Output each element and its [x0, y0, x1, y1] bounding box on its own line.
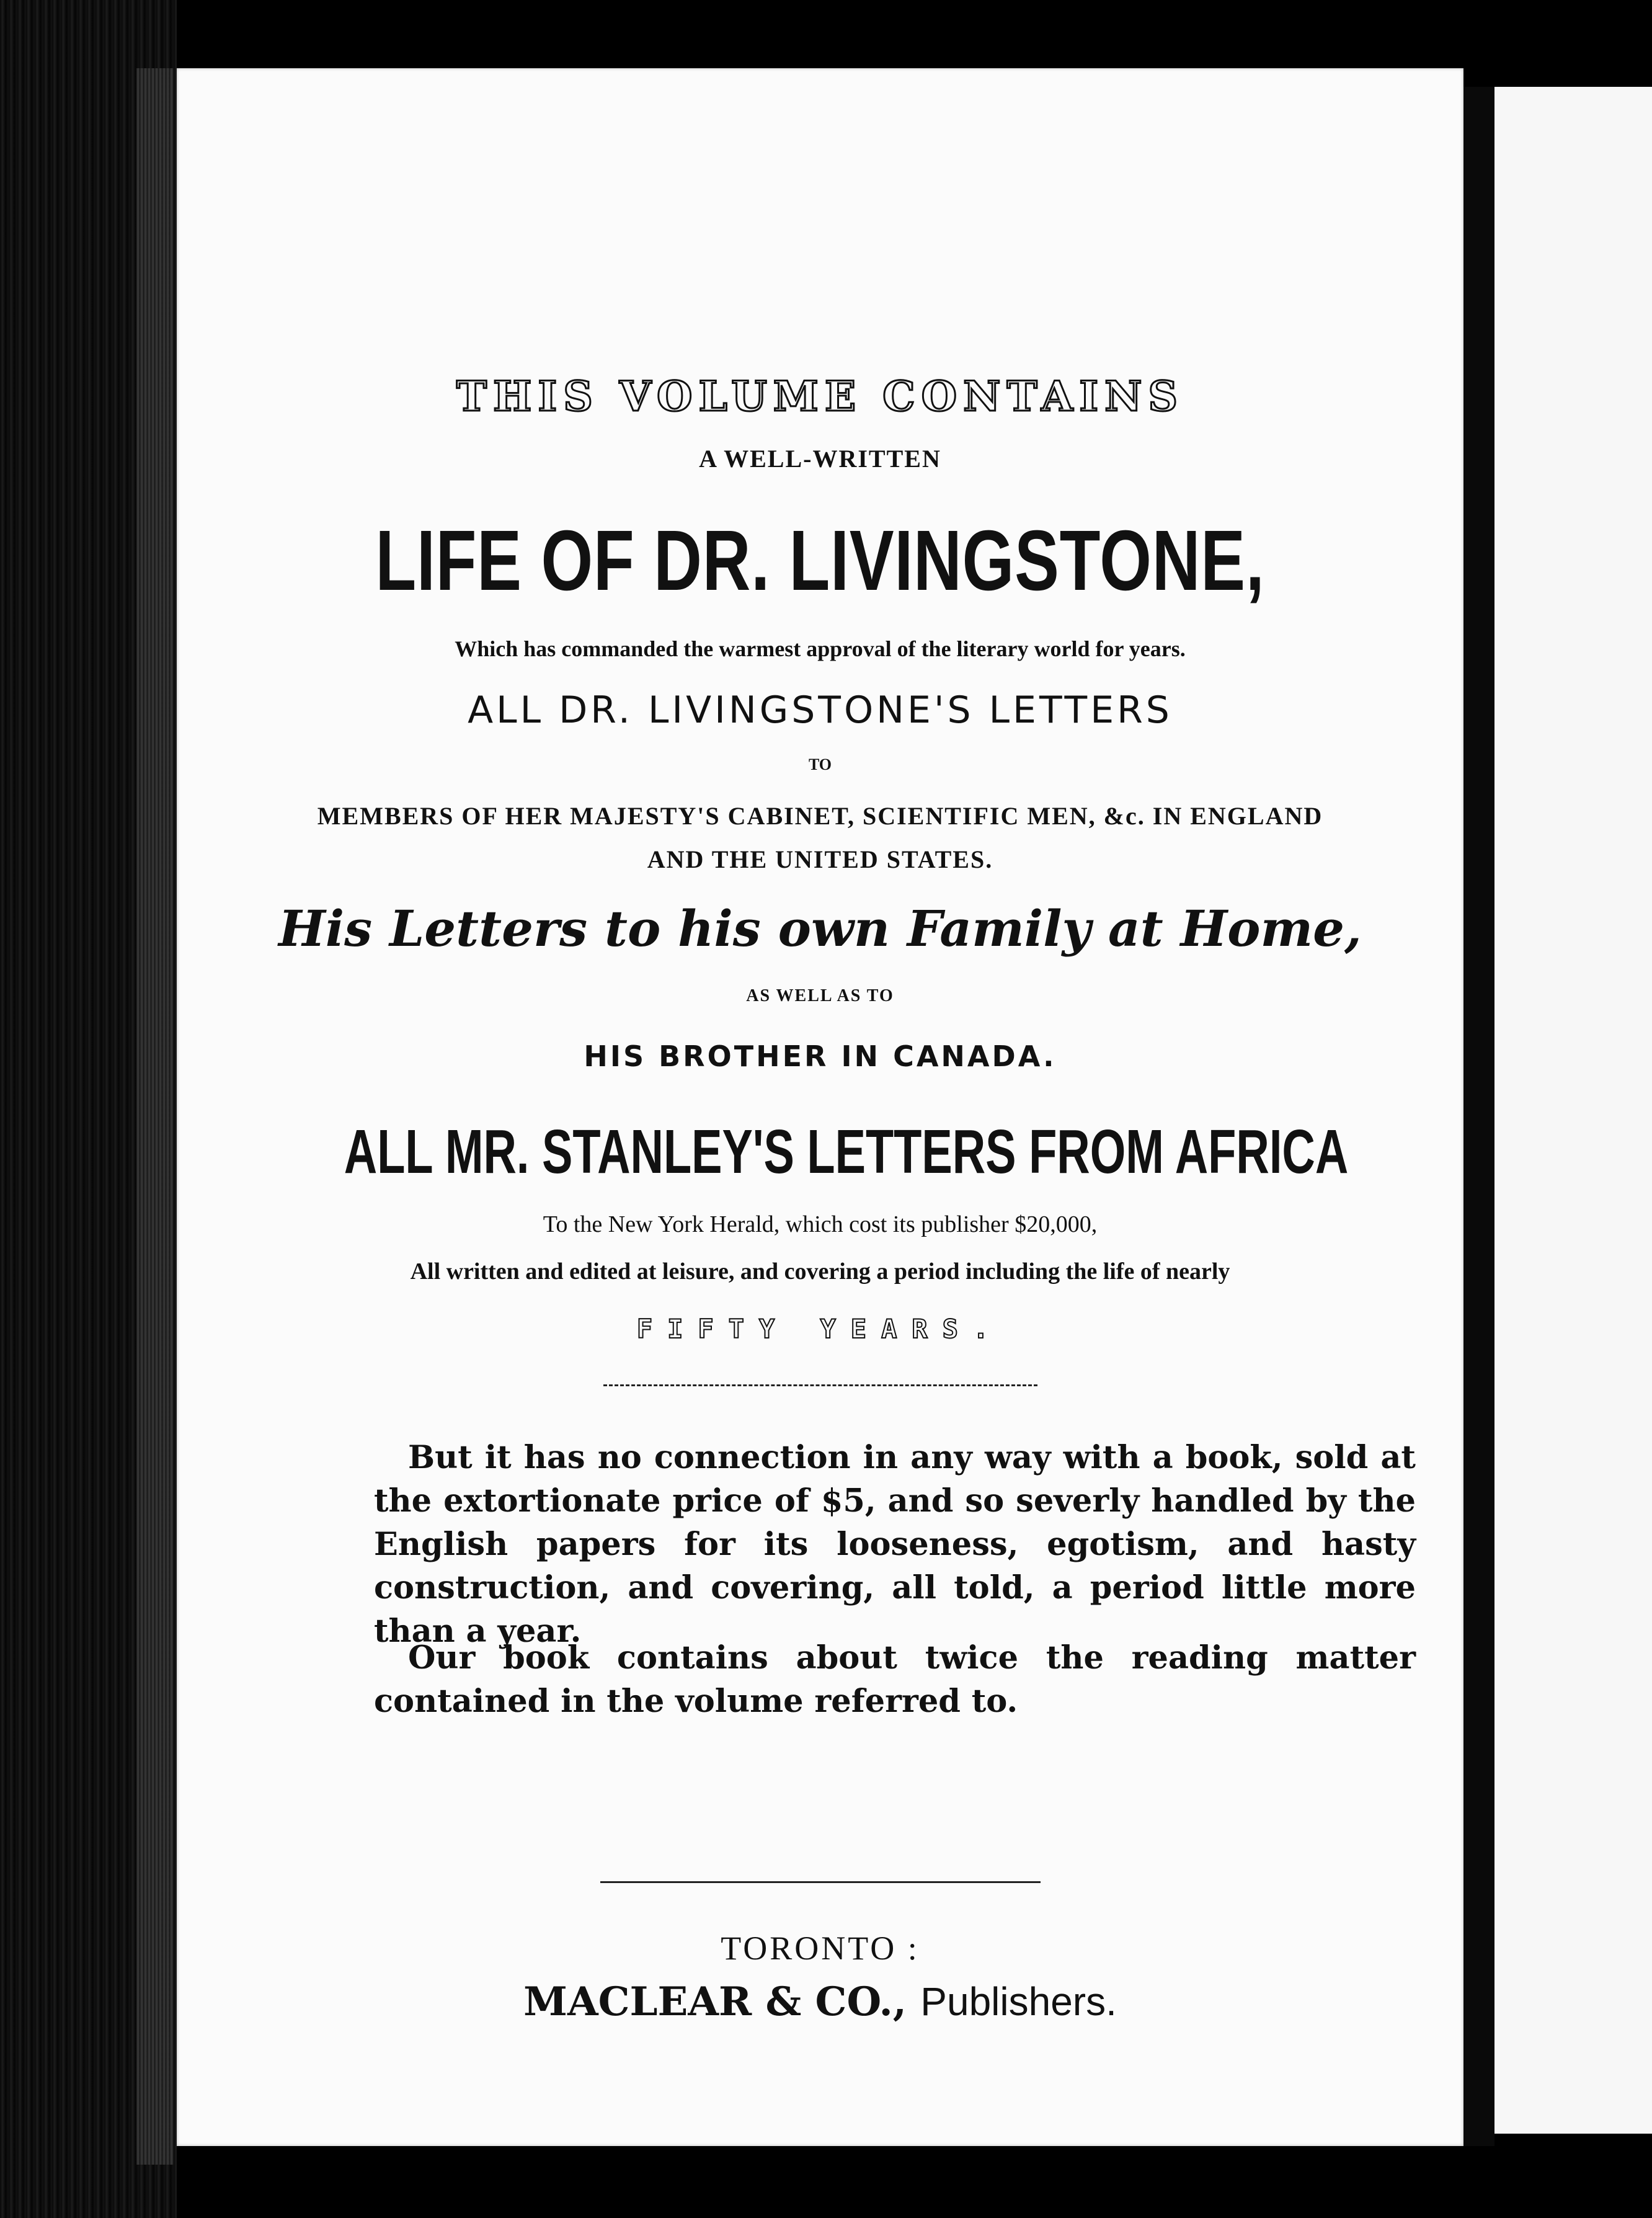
brother-line: HIS BROTHER IN CANADA.: [584, 1040, 1057, 1073]
stanley-heading: ALL MR. STANLEY'S LETTERS FROM AFRICA: [344, 1117, 1349, 1187]
family-letters-heading: His Letters to his own Family at Home,: [278, 899, 1362, 958]
members-line-2: AND THE UNITED STATES.: [647, 845, 993, 873]
book-gutter: [1463, 87, 1494, 2146]
to-label: TO: [808, 755, 832, 773]
publisher-line: [177, 1979, 1463, 2025]
paragraph-2: Our book contains about twice the reading matter contained in the volume referred to.: [374, 1639, 1416, 1720]
facing-page: [1494, 87, 1652, 2134]
written-line: All written and edited at leisure, and covering a period including the life of nearly: [410, 1258, 1230, 1285]
publisher-suffix: Publishers.: [920, 1979, 1117, 2024]
divider-top: [603, 1384, 1037, 1386]
book-title: LIFE OF DR. LIVINGSTONE,: [375, 513, 1265, 608]
title-page: [177, 68, 1463, 2146]
letters-heading: ALL DR. LIVINGSTONE'S LETTERS: [468, 688, 1173, 732]
herald-line: To the New York Herald, which cost its publisher $20,000,: [543, 1211, 1098, 1237]
page-edges: [136, 68, 174, 2165]
approval-line: Which has commanded the warmest approval of the literary world for years.: [455, 636, 1186, 661]
fifty-years: FIFTY YEARS.: [636, 1314, 1004, 1344]
subheading: A WELL-WRITTEN: [699, 445, 941, 473]
divider-bottom: [600, 1881, 1041, 1883]
as-well-as-to: AS WELL AS TO: [746, 986, 894, 1005]
paragraph-1: But it has no connection in any way with a book, sold at the extortionate price of $5, and so severly handled by the English papers for its looseness, egotism, and hasty construction, and covering, all told, a period little more than a year.: [374, 1439, 1416, 1650]
publisher-city: TORONTO :: [721, 1930, 920, 1967]
members-line-1: MEMBERS OF HER MAJESTY'S CABINET, SCIENTIFIC MEN, &c. IN ENGLAND: [317, 802, 1323, 830]
publisher-name: MACLEAR & CO.,: [523, 1979, 907, 2025]
volume-heading: THIS VOLUME CONTAINS: [456, 372, 1184, 421]
